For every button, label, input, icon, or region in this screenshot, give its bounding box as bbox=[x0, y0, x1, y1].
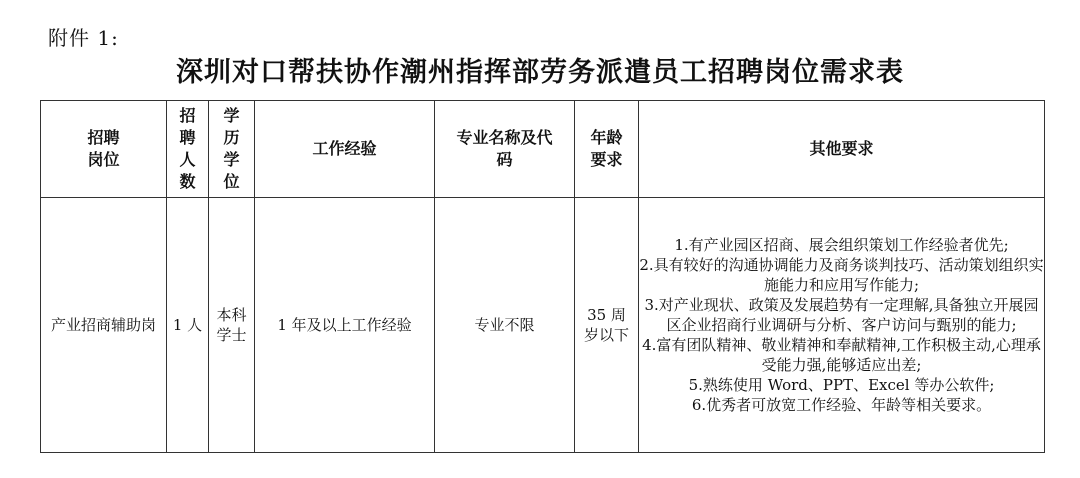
job-requirements-table bbox=[40, 100, 1045, 453]
document-title: 深圳对口帮扶协作潮州指挥部劳务派遣员工招聘岗位需求表 bbox=[176, 57, 904, 88]
cell-major: 专业不限 bbox=[435, 198, 575, 453]
table-row bbox=[41, 198, 1045, 453]
cell-count: 1 人 bbox=[167, 198, 209, 453]
cell-degree: 本科学士 bbox=[209, 198, 255, 453]
cell-experience: 1 年及以上工作经验 bbox=[255, 198, 435, 453]
header-count: 招聘人数 bbox=[167, 101, 209, 198]
requirement-item: 3.对产业现状、政策及发展趋势有一定理解,具备独立开展园区企业招商行业调研与分析、客户访问与甄别的能力; bbox=[644, 296, 1039, 334]
attachment-label: 附件 1: bbox=[48, 26, 119, 50]
header-position: 招聘岗位 bbox=[41, 101, 167, 198]
header-experience: 工作经验 bbox=[255, 101, 435, 198]
requirement-item: 6.优秀者可放宽工作经验、年龄等相关要求。 bbox=[691, 396, 992, 414]
cell-age: 35 周岁以下 bbox=[575, 198, 639, 453]
cell-position: 产业招商辅助岗 bbox=[41, 198, 167, 453]
table-header-row bbox=[41, 101, 1045, 198]
requirement-item: 4.富有团队精神、敬业精神和奉献精神,工作积极主动,心理承受能力强,能够适应出差; bbox=[642, 336, 1041, 374]
header-age: 年龄要求 bbox=[575, 101, 639, 198]
requirement-item: 2.具有较好的沟通协调能力及商务谈判技巧、活动策划组织实施能力和应用写作能力; bbox=[639, 256, 1044, 294]
header-other-requirements: 其他要求 bbox=[639, 101, 1045, 198]
header-degree: 学历学位 bbox=[209, 101, 255, 198]
requirement-item: 5.熟练使用 Word、PPT、Excel 等办公软件; bbox=[688, 376, 995, 394]
header-major: 专业名称及代码 bbox=[435, 101, 575, 198]
cell-other-requirements bbox=[639, 198, 1045, 453]
requirement-item: 1.有产业园区招商、展会组织策划工作经验者优先; bbox=[674, 236, 1009, 254]
